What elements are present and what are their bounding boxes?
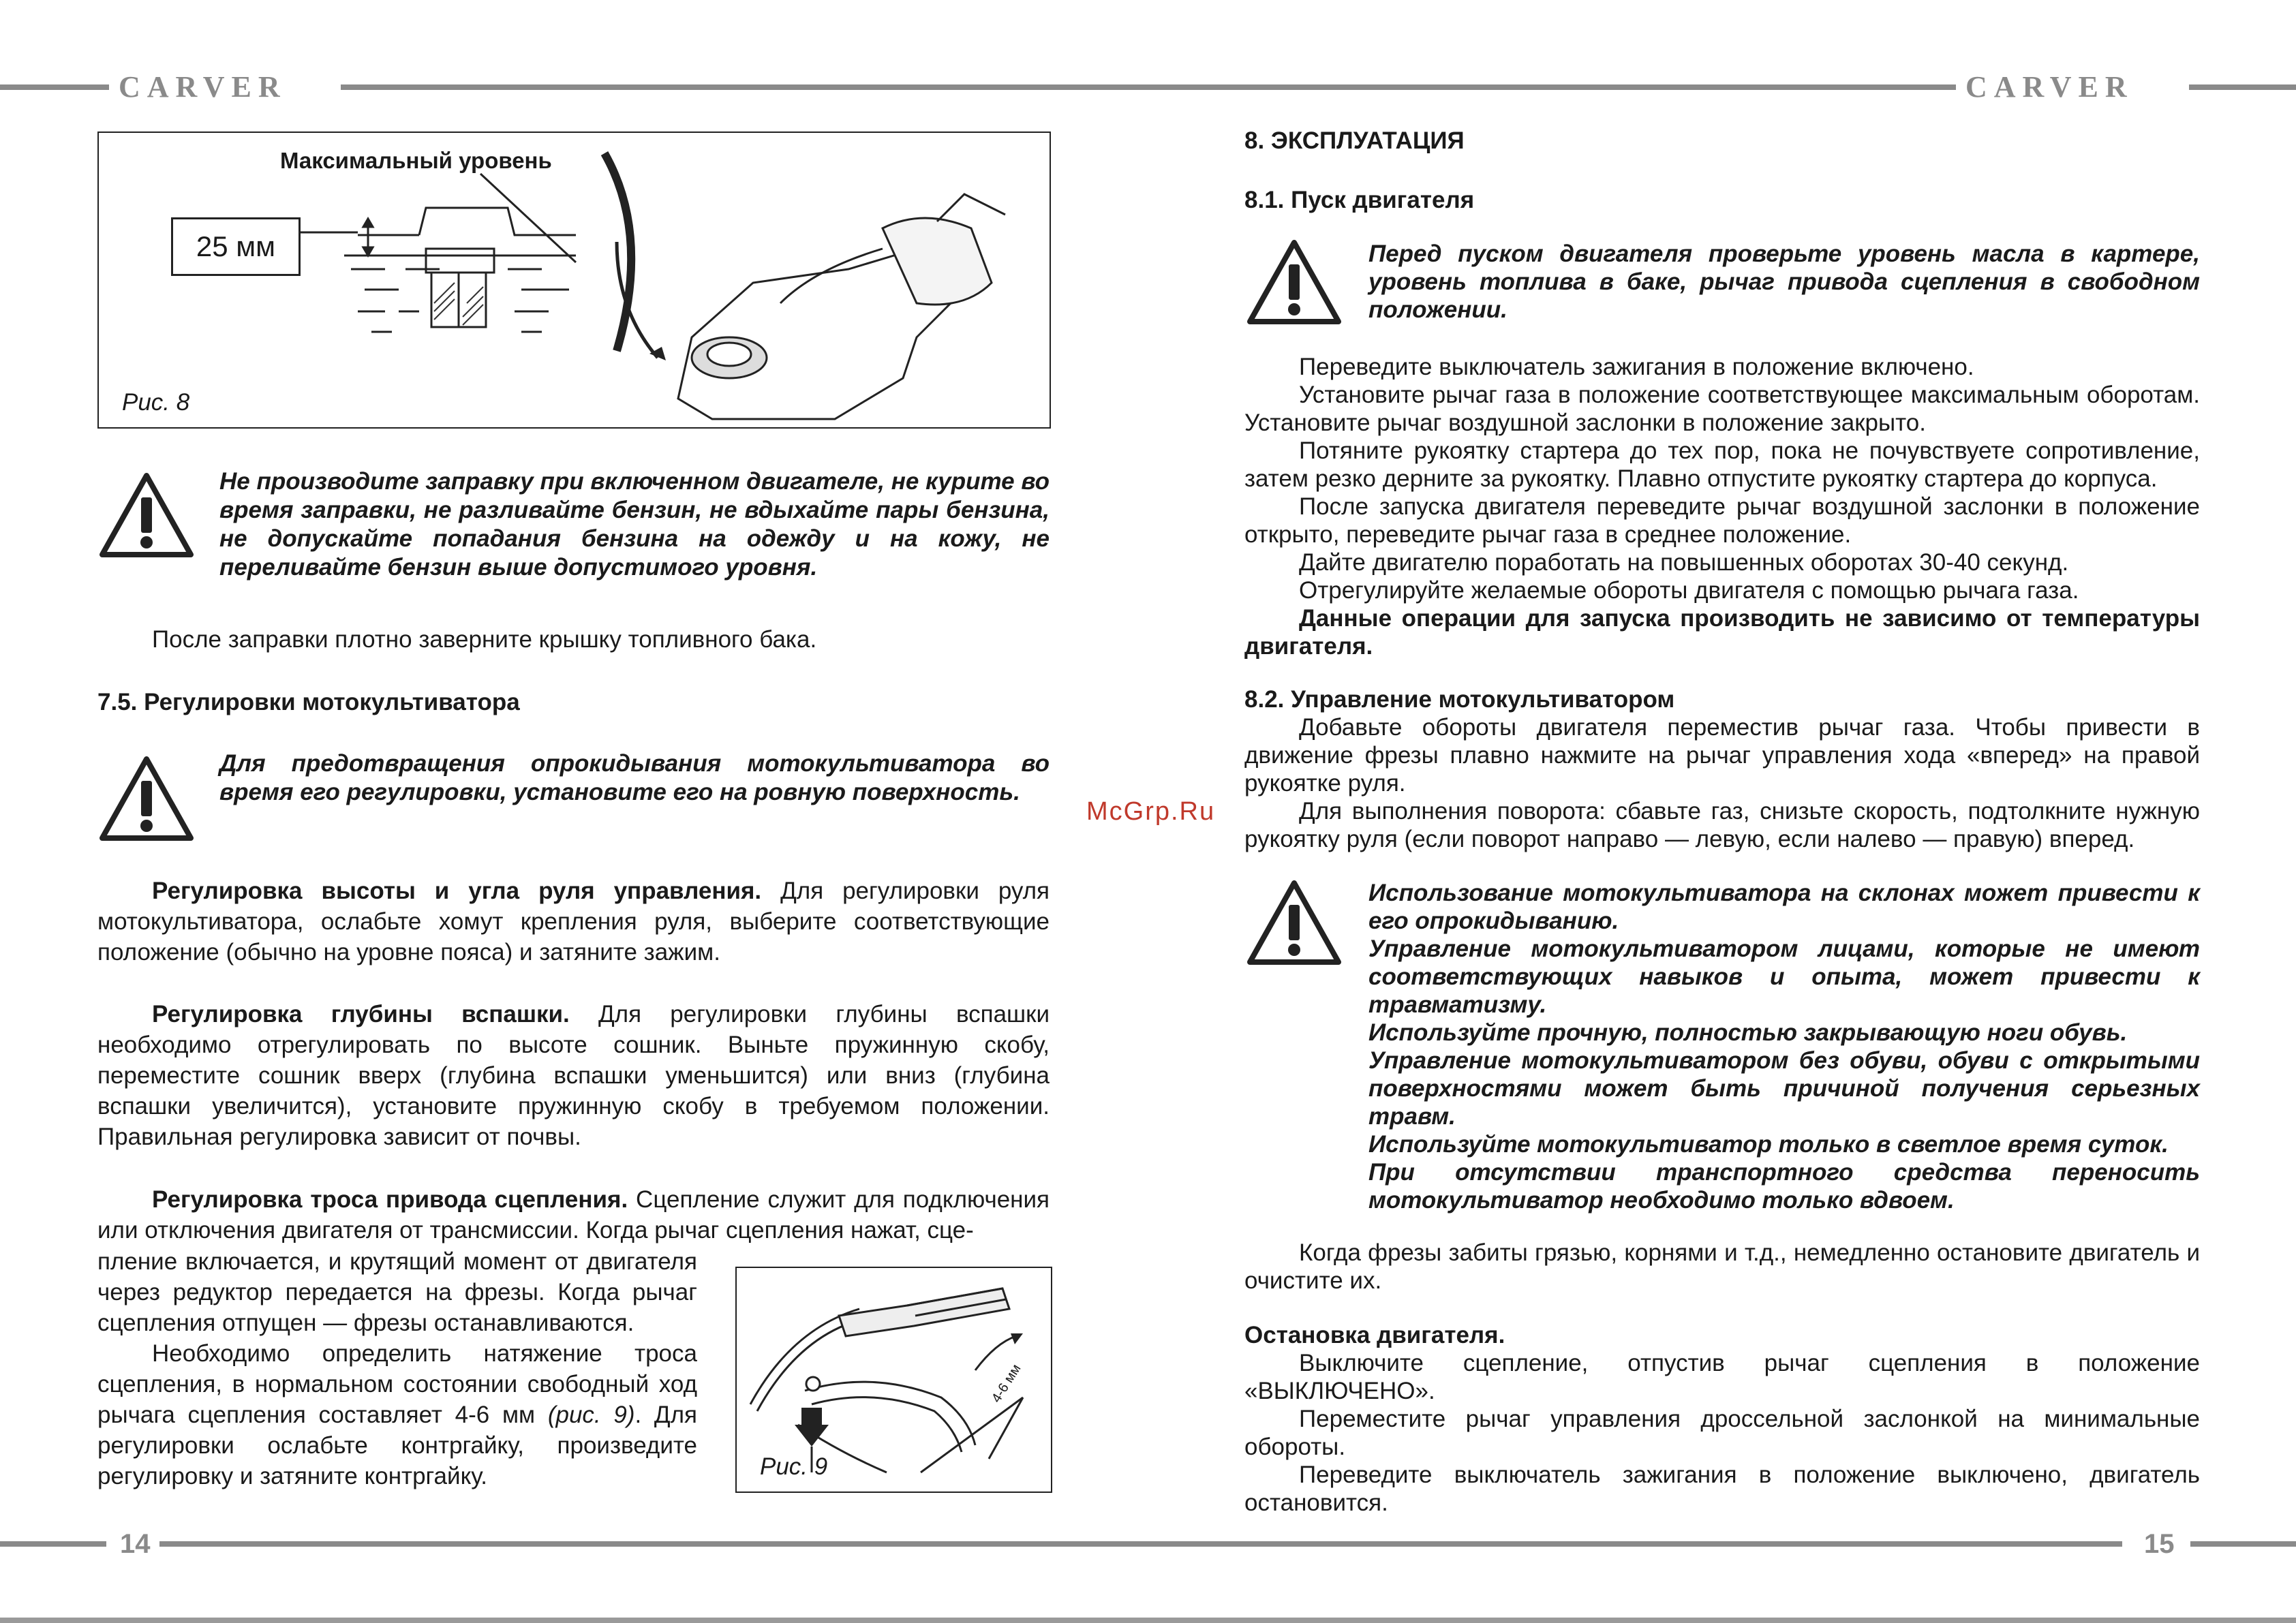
start-step-5: Дайте двигателю поработать на повышенных оборотах 30-40 секунд. bbox=[1299, 549, 2069, 576]
footer-rule-middle bbox=[159, 1541, 2122, 1547]
figure-8-label-max: Максимальный уровень bbox=[280, 148, 552, 173]
stop-procedure bbox=[1244, 1349, 2200, 1517]
bottom-edge bbox=[0, 1618, 2296, 1623]
section-7-5-heading: 7.5. Регулировки мотокультиватора bbox=[97, 689, 520, 715]
start-step-3: Потяните рукоятку стартера до тех пор, пока не почувствуете сопротивление, затем резко дерните за рукоятку. Плавно отпустите рукоятку стартера до корпуса. bbox=[1244, 437, 2200, 492]
warning-icon-1 bbox=[98, 472, 195, 559]
dirty-cutters-text: Когда фрезы забиты грязью, корнями и т.д., немедленно остановите двигатель и очистите их. bbox=[1244, 1239, 2200, 1294]
paragraph-clutch-text-2: пление включается, и крутящий момент от двигателя через редуктор передается на фрезы. Когда рычаг сцепления отпущен — фрезы останавливаются. bbox=[97, 1248, 697, 1336]
section-8-heading: 8. ЭКСПЛУАТАЦИЯ bbox=[1244, 127, 1465, 154]
section-8-2-heading: 8.2. Управление мотокультиватором bbox=[1244, 686, 1675, 713]
warning-text-1: Не производите заправку при включенном двигателе, не курите во время заправки, не разливайте бензин, не вдыхайте пары бензина, не допускайте попадания бензина на одежду и на кожу, не переливайте бензин выше допустимого уровня. bbox=[219, 468, 1050, 581]
paragraph-clutch-text-1: Сцепление служит для подключения или отключения двигателя от трансмиссии. Когда рычаг сцепления нажат, сце- bbox=[97, 1186, 1050, 1243]
watermark: McGrp.Ru bbox=[1086, 797, 1216, 826]
figure-9-caption: Рис. 9 bbox=[760, 1453, 828, 1480]
stop-step-1: Выключите сцепление, отпустив рычаг сцепления в положение «ВЫКЛЮЧЕНО». bbox=[1244, 1350, 2200, 1404]
start-note-bold: Данные операции для запуска производить не зависимо от температуры двигателя. bbox=[1244, 605, 2200, 660]
paragraph-clutch-cont bbox=[97, 1246, 697, 1491]
footer-rule-right bbox=[2190, 1541, 2296, 1547]
paragraph-tension-text-b: . Для регулировки ослабьте контргайку, произведите регулировку и затяните контргайку. bbox=[97, 1402, 698, 1489]
brand-logo-right: CARVER bbox=[1965, 70, 2134, 104]
paragraph-depth-text: Для регулировки глубины вспашки необходимо отрегулировать по высоте сошник. Выньте пружинную скобу, переместите сошник вверх (глубина вспашки уменьшится) или вниз (глубина вспашки увеличится), установите пружинную скобу в требуемом положении. Правильная регулировка зависит от почвы. bbox=[97, 1001, 1050, 1150]
header-rule-middle bbox=[341, 84, 1956, 90]
start-procedure bbox=[1244, 353, 2200, 660]
warning-text-3: Перед пуском двигателя проверьте уровень масла в картере, уровень топлива в баке, рычаг привода сцепления в свободном положении. bbox=[1368, 241, 2200, 323]
control-step-1: Добавьте обороты двигателя переместив рычаг газа. Чтобы привести в движение фрезы плавно нажмите на рычаг управления хода «вперед» на правой рукоятке руля. bbox=[1244, 714, 2200, 797]
figure-8-label-25mm: 25 мм bbox=[171, 217, 301, 276]
warning-4-item-6: При отсутствии транспортного средства переносить мотокультиватор необходимо только вдвоем. bbox=[1368, 1159, 2200, 1214]
footer-rule-left bbox=[0, 1541, 106, 1547]
fuel-tank-illustration bbox=[99, 133, 1050, 427]
warning-icon-2 bbox=[98, 755, 195, 842]
warning-list-4 bbox=[1368, 879, 2200, 1214]
paragraph-handle bbox=[97, 876, 1050, 968]
control-step-2: Для выполнения поворота: сбавьте газ, снизьте скорость, подтолкните нужную рукоятку руля (если поворот направо — левую, если налево — правую) вперед. bbox=[1244, 798, 2200, 852]
start-step-4: После запуска двигателя переведите рычаг воздушной заслонки в положение открыто, переведите рычаг газа в среднее положение. bbox=[1244, 493, 2200, 548]
header-rule-left bbox=[0, 84, 109, 90]
warning-4-item-1: Использование мотокультиватора на склонах может привести к его опрокидыванию. bbox=[1368, 880, 2200, 934]
paragraph-depth bbox=[97, 999, 1050, 1152]
figure-8 bbox=[97, 132, 1051, 429]
paragraph-depth-title: Регулировка глубины вспашки. bbox=[152, 1001, 570, 1027]
stop-step-2: Переместите рычаг управления дроссельной заслонкой на минимальные обороты. bbox=[1244, 1406, 2200, 1460]
page-number-left: 14 bbox=[120, 1529, 151, 1559]
warning-icon-3 bbox=[1246, 238, 1343, 326]
header-rule-right bbox=[2189, 84, 2296, 90]
start-step-2: Установите рычаг газа в положение соответствующее максимальным оборотам. Установите рычаг воздушной заслонки в положение закрыто. bbox=[1244, 382, 2200, 436]
section-stop-heading: Остановка двигателя. bbox=[1244, 1322, 1505, 1348]
paragraph-handle-title: Регулировка высоты и угла руля управления. bbox=[152, 878, 762, 904]
after-refuel-text: После заправки плотно заверните крышку топливного бака. bbox=[152, 626, 817, 653]
warning-4-item-3: Используйте прочную, полностью закрывающую ноги обувь. bbox=[1368, 1019, 2128, 1046]
start-step-6: Отрегулируйте желаемые обороты двигателя с помощью рычага газа. bbox=[1299, 577, 2079, 604]
figure-8-caption: Рис. 8 bbox=[122, 389, 190, 416]
paragraph-clutch-title: Регулировка троса привода сцепления. bbox=[152, 1186, 628, 1213]
stop-step-3: Переведите выключатель зажигания в положение выключено, двигатель остановится. bbox=[1244, 1462, 2200, 1516]
control-procedure bbox=[1244, 713, 2200, 853]
paragraph-tension-text-a: Необходимо определить натяжение троса сцепления, в нормальном состоянии свободный ход рычага сцепления составляет 4-6 мм bbox=[97, 1340, 697, 1428]
warning-icon-4 bbox=[1246, 879, 1343, 966]
warning-4-item-5: Используйте мотокультиватор только в светлое время суток. bbox=[1368, 1131, 2169, 1158]
paragraph-tension-ref: (рис. 9) bbox=[547, 1402, 635, 1428]
page-number-right: 15 bbox=[2144, 1529, 2175, 1559]
start-step-1: Переведите выключатель зажигания в положение включено. bbox=[1299, 354, 1974, 380]
figure-9 bbox=[735, 1267, 1052, 1493]
warning-4-item-2: Управление мотокультиватором лицами, которые не имеют соответствующих навыков и опыта, может привести к травматизму. bbox=[1368, 936, 2200, 1018]
paragraph-handle-text: Для регулировки руля мотокультиватора, ослабьте хомут крепления руля, выберите соответствующие положение (обычно на уровне пояса) и затяните зажим. bbox=[97, 878, 1050, 965]
brand-logo-left: CARVER bbox=[119, 70, 287, 104]
figure-9-dimension-label: 4-6 мм bbox=[989, 1361, 1024, 1406]
warning-4-item-4: Управление мотокультиватором без обуви, обуви с открытыми поверхностями может быть причиной получения серьезных травм. bbox=[1368, 1047, 2200, 1130]
warning-text-2: Для предотвращения опрокидывания мотокультиватора во время его регулировки, установите его на ровную поверхность. bbox=[219, 750, 1050, 805]
paragraph-clutch bbox=[97, 1184, 1050, 1246]
section-8-1-heading: 8.1. Пуск двигателя bbox=[1244, 187, 1475, 213]
